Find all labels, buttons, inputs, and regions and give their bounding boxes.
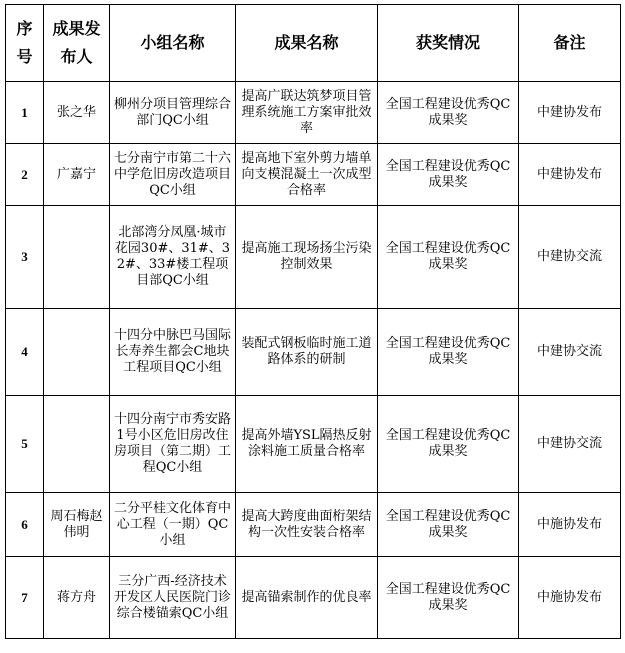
header-result: 成果名称 — [236, 5, 378, 82]
table-header-row — [6, 5, 621, 82]
row-award: 全国工程建设优秀QC成果奖 — [378, 144, 519, 206]
awards-table — [5, 4, 621, 639]
header-award: 获奖情况 — [378, 5, 519, 82]
row-result: 提高地下室外剪力墙单向支模混凝土一次成型合格率 — [236, 144, 378, 206]
row-award: 全国工程建设优秀QC成果奖 — [378, 396, 519, 493]
row-group: 十四分南宁市秀安路1号小区危旧房改住房项目（第二期）工程QC小组 — [110, 396, 236, 493]
row-person — [44, 396, 110, 493]
row-note: 中施协发布 — [519, 493, 621, 557]
row-group: 七分南宁市第二十六中学危旧房改造项目QC小组 — [110, 144, 236, 206]
row-note: 中建协发布 — [519, 144, 621, 206]
row-person: 周石梅赵伟明 — [44, 493, 110, 557]
row-result: 提高外墙YSL隔热反射涂料施工质量合格率 — [236, 396, 378, 493]
header-num: 序号 — [6, 5, 44, 82]
row-result: 提高广联达筑梦项目管理系统施工方案审批效率 — [236, 82, 378, 144]
row-result: 提高大跨度曲面桁架结构一次性安装合格率 — [236, 493, 378, 557]
row-num: 3 — [6, 206, 44, 309]
table-row — [6, 144, 621, 206]
row-note: 中建协交流 — [519, 206, 621, 309]
header-group: 小组名称 — [110, 5, 236, 82]
header-person: 成果发布人 — [44, 5, 110, 82]
row-person: 广嘉宁 — [44, 144, 110, 206]
row-award: 全国工程建设优秀QC成果奖 — [378, 206, 519, 309]
row-note: 中建协交流 — [519, 396, 621, 493]
row-group: 十四分中脉巴马国际长寿养生都会C地块工程项目QC小组 — [110, 309, 236, 396]
row-num: 4 — [6, 309, 44, 396]
row-note: 中施协发布 — [519, 557, 621, 639]
row-award: 全国工程建设优秀QC成果奖 — [378, 82, 519, 144]
table-row — [6, 206, 621, 309]
row-result: 提高锚索制作的优良率 — [236, 557, 378, 639]
header-note: 备注 — [519, 5, 621, 82]
row-num: 5 — [6, 396, 44, 493]
row-award: 全国工程建设优秀QC成果奖 — [378, 557, 519, 639]
row-num: 2 — [6, 144, 44, 206]
row-person — [44, 309, 110, 396]
row-award: 全国工程建设优秀QC成果奖 — [378, 493, 519, 557]
table-row — [6, 557, 621, 639]
row-result: 装配式钢板临时施工道路体系的研制 — [236, 309, 378, 396]
row-num: 7 — [6, 557, 44, 639]
table-row — [6, 309, 621, 396]
row-person: 张之华 — [44, 82, 110, 144]
row-num: 1 — [6, 82, 44, 144]
row-note: 中建协发布 — [519, 82, 621, 144]
row-note: 中建协交流 — [519, 309, 621, 396]
row-person — [44, 206, 110, 309]
row-num: 6 — [6, 493, 44, 557]
row-award: 全国工程建设优秀QC成果奖 — [378, 309, 519, 396]
row-result: 提高施工现场扬尘污染控制效果 — [236, 206, 378, 309]
row-group: 柳州分项目管理综合部门QC小组 — [110, 82, 236, 144]
row-group: 二分平桂文化体育中心工程（一期）QC小组 — [110, 493, 236, 557]
table-row — [6, 396, 621, 493]
table-row — [6, 82, 621, 144]
row-group: 三分广西-经济技术开发区人民医院门诊综合楼锚索QC小组 — [110, 557, 236, 639]
row-group: 北部湾分凤凰·城市花园30#、31#、32#、33#楼工程项目部QC小组 — [110, 206, 236, 309]
row-person: 蒋方舟 — [44, 557, 110, 639]
table-row — [6, 493, 621, 557]
